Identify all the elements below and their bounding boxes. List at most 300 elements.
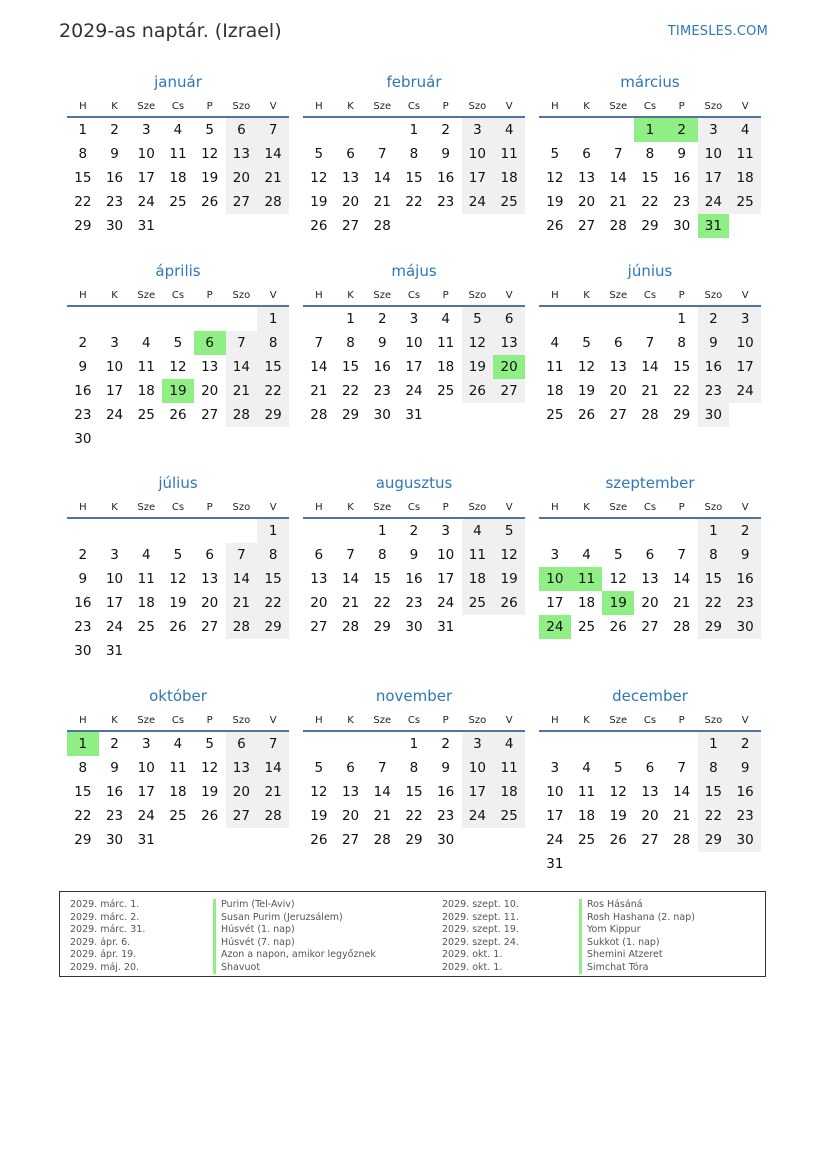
empty-cell bbox=[130, 639, 162, 663]
day-cell: 2 bbox=[110, 122, 119, 138]
day-cell: 12 bbox=[169, 571, 187, 587]
day-cell: 29 bbox=[74, 832, 92, 848]
day-cell: 13 bbox=[641, 571, 659, 587]
empty-cell bbox=[99, 306, 131, 331]
day-cell: 29 bbox=[405, 832, 423, 848]
day-cell: 22 bbox=[341, 383, 360, 399]
day-cell: 2 bbox=[78, 335, 88, 351]
day-cell: 1 bbox=[257, 306, 289, 331]
day-cell: 24 bbox=[462, 804, 494, 828]
month-title: október bbox=[149, 687, 207, 705]
day-cell: 26 bbox=[609, 832, 627, 848]
legend-holiday-name: Ros Hásáná bbox=[579, 899, 695, 912]
day-cell: 10 bbox=[137, 760, 155, 776]
weekday-header: P bbox=[430, 711, 462, 731]
day-cell: 17 bbox=[105, 595, 124, 611]
day-cell: 7 bbox=[257, 731, 289, 756]
legend-date: 2029. máj. 20. bbox=[70, 961, 140, 973]
day-cell: 14 bbox=[673, 784, 691, 800]
weekday-header: P bbox=[666, 498, 698, 518]
empty-cell bbox=[366, 731, 398, 756]
day-cell: 30 bbox=[74, 431, 92, 447]
day-cell: 14 bbox=[673, 571, 691, 587]
weekday-header: Szo bbox=[698, 97, 730, 117]
day-cell: 10 bbox=[105, 359, 124, 375]
day-cell: 29 bbox=[257, 615, 289, 639]
weekday-header: K bbox=[571, 286, 603, 306]
empty-cell bbox=[462, 615, 494, 639]
day-cell: 15 bbox=[673, 359, 691, 375]
legend-date: 2029. márc. 31. bbox=[70, 924, 146, 935]
day-cell: 9 bbox=[78, 571, 88, 587]
day-cell: 30 bbox=[729, 615, 761, 639]
day-cell: 1 bbox=[67, 731, 99, 756]
empty-cell bbox=[226, 306, 258, 331]
weekday-header: Sze bbox=[366, 498, 398, 518]
day-cell: 29 bbox=[341, 407, 360, 423]
empty-cell bbox=[194, 427, 226, 451]
day-cell: 3 bbox=[550, 760, 560, 776]
day-cell: 16 bbox=[74, 595, 92, 611]
day-cell: 14 bbox=[257, 142, 289, 166]
day-cell: 31 bbox=[105, 643, 124, 659]
day-cell: 11 bbox=[437, 335, 455, 351]
day-cell: 12 bbox=[609, 784, 627, 800]
day-cell: 8 bbox=[409, 146, 419, 162]
site-link[interactable]: TIMESLES.COM bbox=[667, 24, 768, 39]
day-cell: 26 bbox=[462, 379, 494, 403]
day-cell: 3 bbox=[550, 547, 560, 563]
day-cell: 27 bbox=[226, 190, 258, 214]
day-cell: 26 bbox=[169, 619, 187, 635]
day-cell: 26 bbox=[310, 832, 328, 848]
empty-cell bbox=[130, 518, 162, 543]
weekday-header: H bbox=[303, 498, 335, 518]
day-cell: 29 bbox=[673, 407, 691, 423]
day-cell: 26 bbox=[609, 619, 627, 635]
weekday-header: H bbox=[303, 97, 335, 117]
day-cell: 9 bbox=[409, 547, 419, 563]
day-cell: 15 bbox=[341, 359, 360, 375]
day-cell: 29 bbox=[698, 828, 730, 852]
day-cell: 3 bbox=[141, 122, 151, 138]
day-cell: 25 bbox=[577, 619, 596, 635]
empty-cell bbox=[539, 117, 571, 142]
day-cell: 26 bbox=[169, 407, 187, 423]
day-cell: 28 bbox=[226, 615, 258, 639]
day-cell: 28 bbox=[373, 218, 391, 234]
day-cell: 3 bbox=[141, 736, 151, 752]
day-cell: 19 bbox=[577, 383, 596, 399]
empty-cell bbox=[366, 117, 398, 142]
empty-cell bbox=[493, 403, 525, 427]
day-cell: 12 bbox=[201, 146, 219, 162]
day-cell: 23 bbox=[105, 808, 124, 824]
weekday-header: Cs bbox=[162, 498, 194, 518]
day-cell: 15 bbox=[74, 170, 92, 186]
day-cell: 24 bbox=[462, 190, 494, 214]
day-cell: 2 bbox=[377, 311, 387, 327]
weekday-header: Sze bbox=[366, 286, 398, 306]
day-cell: 25 bbox=[137, 619, 155, 635]
day-cell: 6 bbox=[194, 331, 226, 355]
day-cell: 24 bbox=[405, 383, 423, 399]
weekday-header: Szo bbox=[462, 286, 494, 306]
empty-cell bbox=[303, 117, 335, 142]
day-cell: 4 bbox=[582, 547, 591, 563]
day-cell: 27 bbox=[341, 218, 360, 234]
weekday-header: Sze bbox=[130, 498, 162, 518]
day-cell: 12 bbox=[201, 760, 219, 776]
day-cell: 2 bbox=[666, 117, 698, 142]
day-cell: 6 bbox=[645, 547, 655, 563]
weekday-header: Szo bbox=[698, 711, 730, 731]
weekday-header: H bbox=[539, 97, 571, 117]
day-cell: 4 bbox=[173, 736, 183, 752]
day-cell: 11 bbox=[729, 142, 761, 166]
day-cell: 21 bbox=[373, 194, 391, 210]
day-cell: 20 bbox=[641, 808, 659, 824]
day-cell: 16 bbox=[105, 784, 124, 800]
day-cell: 18 bbox=[577, 595, 596, 611]
empty-cell bbox=[462, 214, 494, 238]
day-cell: 11 bbox=[546, 359, 564, 375]
day-cell: 27 bbox=[201, 407, 219, 423]
day-cell: 25 bbox=[729, 190, 761, 214]
weekday-header: K bbox=[99, 711, 131, 731]
day-cell: 4 bbox=[141, 547, 151, 563]
day-cell: 3 bbox=[729, 306, 761, 331]
legend-date: 2029. szept. 19. bbox=[442, 924, 519, 935]
day-cell: 12 bbox=[462, 331, 494, 355]
day-cell: 14 bbox=[373, 170, 391, 186]
empty-cell bbox=[729, 403, 761, 427]
day-cell: 26 bbox=[201, 808, 219, 824]
empty-cell bbox=[335, 518, 367, 543]
day-cell: 7 bbox=[346, 547, 355, 563]
weekday-header: P bbox=[666, 97, 698, 117]
day-cell: 30 bbox=[105, 832, 124, 848]
empty-cell bbox=[194, 214, 226, 238]
day-cell: 29 bbox=[257, 403, 289, 427]
day-cell: 11 bbox=[493, 142, 525, 166]
day-cell: 25 bbox=[169, 194, 187, 210]
day-cell: 28 bbox=[341, 619, 360, 635]
day-cell: 18 bbox=[169, 170, 187, 186]
empty-cell bbox=[194, 306, 226, 331]
day-cell: 23 bbox=[437, 808, 455, 824]
day-cell: 21 bbox=[373, 808, 391, 824]
day-cell: 17 bbox=[729, 355, 761, 379]
month-title: szeptember bbox=[605, 474, 695, 492]
day-cell: 30 bbox=[105, 218, 124, 234]
day-cell: 26 bbox=[201, 194, 219, 210]
day-cell: 8 bbox=[257, 543, 289, 567]
empty-cell bbox=[602, 117, 634, 142]
day-cell: 28 bbox=[641, 407, 659, 423]
weekday-header: Sze bbox=[602, 286, 634, 306]
weekday-header: Cs bbox=[162, 286, 194, 306]
day-cell: 29 bbox=[641, 218, 659, 234]
day-cell: 19 bbox=[546, 194, 564, 210]
weekday-header: P bbox=[666, 286, 698, 306]
day-cell: 24 bbox=[546, 832, 564, 848]
day-cell: 7 bbox=[677, 547, 686, 563]
empty-cell bbox=[634, 306, 666, 331]
day-cell: 6 bbox=[613, 335, 623, 351]
weekday-header: V bbox=[493, 286, 525, 306]
day-cell: 13 bbox=[609, 359, 627, 375]
empty-cell bbox=[130, 306, 162, 331]
legend-holiday-name: Húsvét (1. nap) bbox=[213, 924, 376, 937]
day-cell: 10 bbox=[462, 142, 494, 166]
day-cell: 14 bbox=[609, 170, 627, 186]
weekday-header: Sze bbox=[602, 97, 634, 117]
day-cell: 6 bbox=[226, 731, 258, 756]
legend-dates-right bbox=[442, 899, 519, 974]
day-cell: 9 bbox=[698, 331, 730, 355]
day-cell: 3 bbox=[698, 117, 730, 142]
day-cell: 25 bbox=[462, 591, 494, 615]
day-cell: 28 bbox=[257, 190, 289, 214]
month-október bbox=[67, 685, 289, 852]
empty-cell bbox=[257, 214, 289, 238]
day-cell: 28 bbox=[673, 619, 691, 635]
day-cell: 14 bbox=[310, 359, 328, 375]
day-cell: 27 bbox=[226, 804, 258, 828]
day-cell: 7 bbox=[257, 117, 289, 142]
day-cell: 17 bbox=[405, 359, 423, 375]
day-cell: 13 bbox=[493, 331, 525, 355]
day-cell: 2 bbox=[729, 731, 761, 756]
day-cell: 6 bbox=[226, 117, 258, 142]
day-cell: 10 bbox=[405, 335, 423, 351]
empty-cell bbox=[162, 214, 194, 238]
legend-holiday-name: Susan Purim (Jeruzsálem) bbox=[213, 912, 376, 925]
weekday-header: P bbox=[194, 97, 226, 117]
empty-cell bbox=[303, 306, 335, 331]
weekday-header: K bbox=[335, 711, 367, 731]
empty-cell bbox=[430, 214, 462, 238]
day-cell: 23 bbox=[698, 379, 730, 403]
weekday-header: H bbox=[539, 711, 571, 731]
day-cell: 12 bbox=[609, 571, 627, 587]
day-cell: 1 bbox=[346, 311, 355, 327]
day-cell: 6 bbox=[346, 760, 355, 776]
day-cell: 18 bbox=[493, 166, 525, 190]
day-cell: 24 bbox=[137, 194, 155, 210]
weekday-header: Szo bbox=[226, 711, 258, 731]
day-cell: 2 bbox=[441, 122, 450, 138]
weekday-header: V bbox=[493, 711, 525, 731]
day-cell: 15 bbox=[405, 170, 423, 186]
month-title: február bbox=[386, 73, 442, 91]
weekday-header: Sze bbox=[366, 97, 398, 117]
day-cell: 22 bbox=[257, 379, 289, 403]
legend-holiday-name: Azon a napon, amikor legyőznek bbox=[213, 949, 376, 962]
day-cell: 17 bbox=[698, 166, 730, 190]
day-cell: 15 bbox=[373, 571, 391, 587]
empty-cell bbox=[493, 214, 525, 238]
day-cell: 22 bbox=[641, 194, 659, 210]
month-április bbox=[67, 260, 289, 451]
day-cell: 22 bbox=[405, 194, 423, 210]
day-cell: 28 bbox=[673, 832, 691, 848]
month-november bbox=[303, 685, 525, 852]
day-cell: 14 bbox=[641, 359, 659, 375]
legend-holiday-name: Simchat Tóra bbox=[579, 962, 695, 975]
day-cell: 11 bbox=[493, 756, 525, 780]
day-cell: 30 bbox=[729, 828, 761, 852]
day-cell: 17 bbox=[105, 383, 124, 399]
day-cell: 25 bbox=[577, 832, 596, 848]
day-cell: 10 bbox=[539, 567, 571, 591]
empty-cell bbox=[493, 828, 525, 852]
day-cell: 6 bbox=[493, 306, 525, 331]
day-cell: 20 bbox=[577, 194, 596, 210]
day-cell: 13 bbox=[201, 571, 219, 587]
day-cell: 4 bbox=[550, 335, 560, 351]
empty-cell bbox=[571, 518, 603, 543]
empty-cell bbox=[67, 518, 99, 543]
day-cell: 18 bbox=[729, 166, 761, 190]
day-cell: 24 bbox=[437, 595, 455, 611]
day-cell: 21 bbox=[609, 194, 627, 210]
legend-date: 2029. márc. 2. bbox=[70, 911, 140, 923]
day-cell: 2 bbox=[110, 736, 119, 752]
day-cell: 13 bbox=[226, 756, 258, 780]
day-cell: 8 bbox=[78, 146, 88, 162]
day-cell: 4 bbox=[173, 122, 183, 138]
day-cell: 2 bbox=[409, 523, 419, 539]
day-cell: 3 bbox=[462, 731, 494, 756]
day-cell: 4 bbox=[441, 311, 450, 327]
day-cell: 29 bbox=[373, 619, 391, 635]
empty-cell bbox=[430, 403, 462, 427]
day-cell: 18 bbox=[437, 359, 455, 375]
day-cell: 16 bbox=[105, 170, 124, 186]
empty-cell bbox=[634, 852, 666, 876]
legend-names-right bbox=[579, 899, 695, 974]
day-cell: 14 bbox=[226, 355, 258, 379]
day-cell: 8 bbox=[645, 146, 655, 162]
day-cell: 4 bbox=[493, 731, 525, 756]
day-cell: 5 bbox=[582, 335, 591, 351]
day-cell: 9 bbox=[110, 146, 119, 162]
day-cell: 9 bbox=[377, 335, 387, 351]
page-title: 2029-as naptár. (Izrael) bbox=[59, 20, 282, 42]
day-cell: 7 bbox=[377, 760, 387, 776]
day-cell: 1 bbox=[78, 122, 88, 138]
day-cell: 8 bbox=[78, 760, 88, 776]
day-cell: 7 bbox=[645, 335, 655, 351]
day-cell: 31 bbox=[137, 832, 155, 848]
month-december bbox=[539, 685, 761, 876]
day-cell: 18 bbox=[137, 595, 155, 611]
day-cell: 7 bbox=[377, 146, 387, 162]
day-cell: 27 bbox=[641, 619, 659, 635]
day-cell: 19 bbox=[609, 808, 627, 824]
day-cell: 20 bbox=[609, 383, 627, 399]
empty-cell bbox=[194, 518, 226, 543]
day-cell: 26 bbox=[493, 591, 525, 615]
weekday-header: K bbox=[571, 498, 603, 518]
day-cell: 13 bbox=[201, 359, 219, 375]
day-cell: 14 bbox=[341, 571, 360, 587]
day-cell: 11 bbox=[571, 567, 603, 591]
weekday-header: Cs bbox=[398, 97, 430, 117]
weekday-header: K bbox=[335, 97, 367, 117]
day-cell: 19 bbox=[310, 194, 328, 210]
day-cell: 1 bbox=[698, 731, 730, 756]
day-cell: 22 bbox=[673, 383, 691, 399]
empty-cell bbox=[462, 403, 494, 427]
weekday-header: H bbox=[303, 711, 335, 731]
month-title: január bbox=[154, 73, 202, 91]
legend-date: 2029. szept. 24. bbox=[442, 936, 519, 948]
empty-cell bbox=[162, 427, 194, 451]
day-cell: 30 bbox=[673, 218, 691, 234]
weekday-header: Szo bbox=[226, 286, 258, 306]
day-cell: 15 bbox=[405, 784, 423, 800]
day-cell: 30 bbox=[698, 403, 730, 427]
weekday-header: Szo bbox=[462, 711, 494, 731]
empty-cell bbox=[634, 731, 666, 756]
day-cell: 20 bbox=[310, 595, 328, 611]
month-július bbox=[67, 472, 289, 663]
day-cell: 22 bbox=[257, 591, 289, 615]
empty-cell bbox=[602, 306, 634, 331]
day-cell: 6 bbox=[314, 547, 324, 563]
day-cell: 21 bbox=[641, 383, 659, 399]
day-cell: 9 bbox=[677, 146, 686, 162]
day-cell: 19 bbox=[493, 567, 525, 591]
day-cell: 12 bbox=[310, 170, 328, 186]
day-cell: 2 bbox=[698, 306, 730, 331]
day-cell: 21 bbox=[226, 379, 258, 403]
day-cell: 18 bbox=[493, 780, 525, 804]
day-cell: 2 bbox=[441, 736, 450, 752]
day-cell: 1 bbox=[257, 518, 289, 543]
day-cell: 11 bbox=[137, 571, 155, 587]
legend-holiday-name: Yom Kippur bbox=[579, 924, 695, 937]
day-cell: 27 bbox=[341, 832, 360, 848]
weekday-header: V bbox=[729, 97, 761, 117]
weekday-header: K bbox=[335, 286, 367, 306]
day-cell: 17 bbox=[546, 595, 564, 611]
weekday-header: Szo bbox=[462, 498, 494, 518]
weekday-header: H bbox=[303, 286, 335, 306]
legend-date: 2029. szept. 10. bbox=[442, 899, 519, 910]
legend-date: 2029. ápr. 19. bbox=[70, 949, 137, 960]
day-cell: 14 bbox=[257, 756, 289, 780]
day-cell: 29 bbox=[74, 218, 92, 234]
day-cell: 26 bbox=[310, 218, 328, 234]
day-cell: 16 bbox=[405, 571, 423, 587]
month-március bbox=[539, 71, 761, 238]
day-cell: 20 bbox=[641, 595, 659, 611]
day-cell: 16 bbox=[673, 170, 691, 186]
day-cell: 11 bbox=[169, 760, 187, 776]
day-cell: 23 bbox=[405, 595, 423, 611]
day-cell: 15 bbox=[641, 170, 659, 186]
day-cell: 19 bbox=[169, 595, 187, 611]
day-cell: 22 bbox=[698, 804, 730, 828]
legend-holiday-name: Húsvét (7. nap) bbox=[213, 937, 376, 950]
month-február bbox=[303, 71, 525, 238]
empty-cell bbox=[398, 214, 430, 238]
day-cell: 12 bbox=[493, 543, 525, 567]
